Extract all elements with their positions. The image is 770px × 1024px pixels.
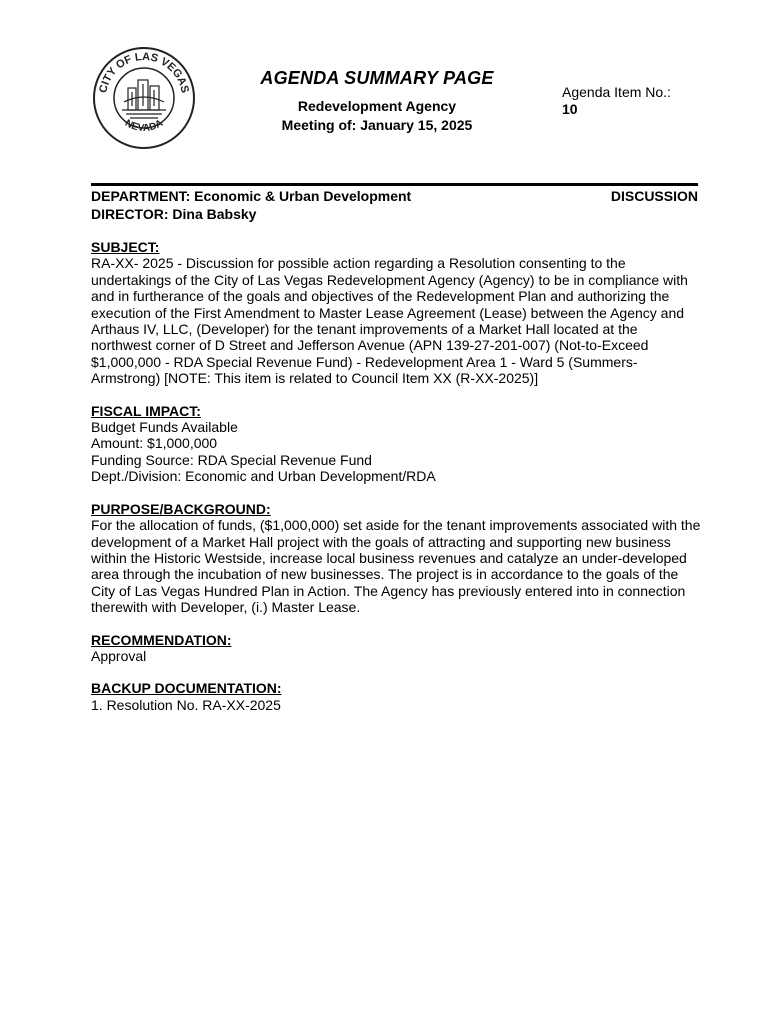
agency-name: Redevelopment Agency (297, 98, 457, 114)
header-divider (91, 183, 698, 186)
purpose-text: For the allocation of funds, ($1,000,000) set aside for the tenant improvements associated with the development of a Market Hall project with the goals of attracting and supporting new business within the Historic Westside, increase local business revenues and catalyze an under-developed area through the incubation of new businesses. The project is in accordance to the goals of the City of Las Vegas Hundred Plan in Action. The Agency has previously entered into in connection therewith with Developer, (i.) Master Lease. (91, 517, 701, 616)
subject-text: RA-XX- 2025 - Discussion for possible action regarding a Resolution consenting to the undertakings of the City of Las Vegas Redevelopment Agency (Agency) to be in compliance with and in furtherance of the goals and objectives of the Redevelopment Plan and authorizing the execution of the First Amendment to Master Lease Agreement (Lease) between the Agency and Arthaus IV, LLC, (Developer) for the tenant improvements of a Market Hall located at the northwest corner of D Street and Jefferson Avenue (APN 139-27-201-007) (Not-to-Exceed $1,000,000 - RDA Special Revenue Fund) - Redevelopment Area 1 - Ward 5 (Summers-Armstrong) [NOTE: This item is related to Council Item XX (R-XX-2025)] (91, 255, 688, 387)
backup-heading: BACKUP DOCUMENTATION: (91, 680, 282, 697)
page-title: AGENDA SUMMARY PAGE (260, 68, 494, 88)
agenda-item-label: Agenda Item No.: (562, 84, 671, 100)
svg-text:CITY OF LAS VEGAS (97, 51, 190, 94)
item-type-label: DISCUSSION (610, 188, 698, 204)
department-line: DEPARTMENT: Economic & Urban Development (91, 188, 412, 204)
department-block (91, 187, 698, 223)
meeting-date: Meeting of: January 15, 2025 (281, 117, 473, 133)
city-seal-icon (92, 46, 196, 150)
purpose-section (91, 501, 701, 616)
recommendation-text: Approval (91, 647, 147, 664)
recommendation-section (91, 632, 701, 665)
fiscal-impact-line: Dept./Division: Economic and Urban Development/RDA (91, 468, 436, 485)
fiscal-impact-line: Funding Source: RDA Special Revenue Fund (91, 451, 372, 468)
svg-text:NEVADA (123, 118, 165, 134)
seal-bottom-text: NEVADA (122, 117, 166, 135)
fiscal-impact-heading: FISCAL IMPACT: (91, 402, 201, 419)
backup-item: 1. Resolution No. RA-XX-2025 (91, 696, 281, 713)
fiscal-impact-section (91, 403, 701, 485)
fiscal-impact-line: Budget Funds Available (91, 419, 238, 436)
seal-top-text: CITY OF LAS VEGAS (97, 50, 191, 95)
agenda-item-block (562, 84, 671, 118)
director-line: DIRECTOR: Dina Babsky (91, 206, 257, 222)
recommendation-heading: RECOMMENDATION: (91, 631, 232, 648)
agenda-item-number: 10 (562, 101, 578, 117)
subject-heading: SUBJECT: (91, 239, 160, 255)
purpose-heading: PURPOSE/BACKGROUND: (91, 500, 271, 517)
fiscal-impact-line: Amount: $1,000,000 (91, 435, 218, 452)
subject-section (91, 239, 701, 387)
backup-section (91, 680, 701, 713)
document-body (91, 239, 701, 729)
header-block (250, 68, 504, 135)
